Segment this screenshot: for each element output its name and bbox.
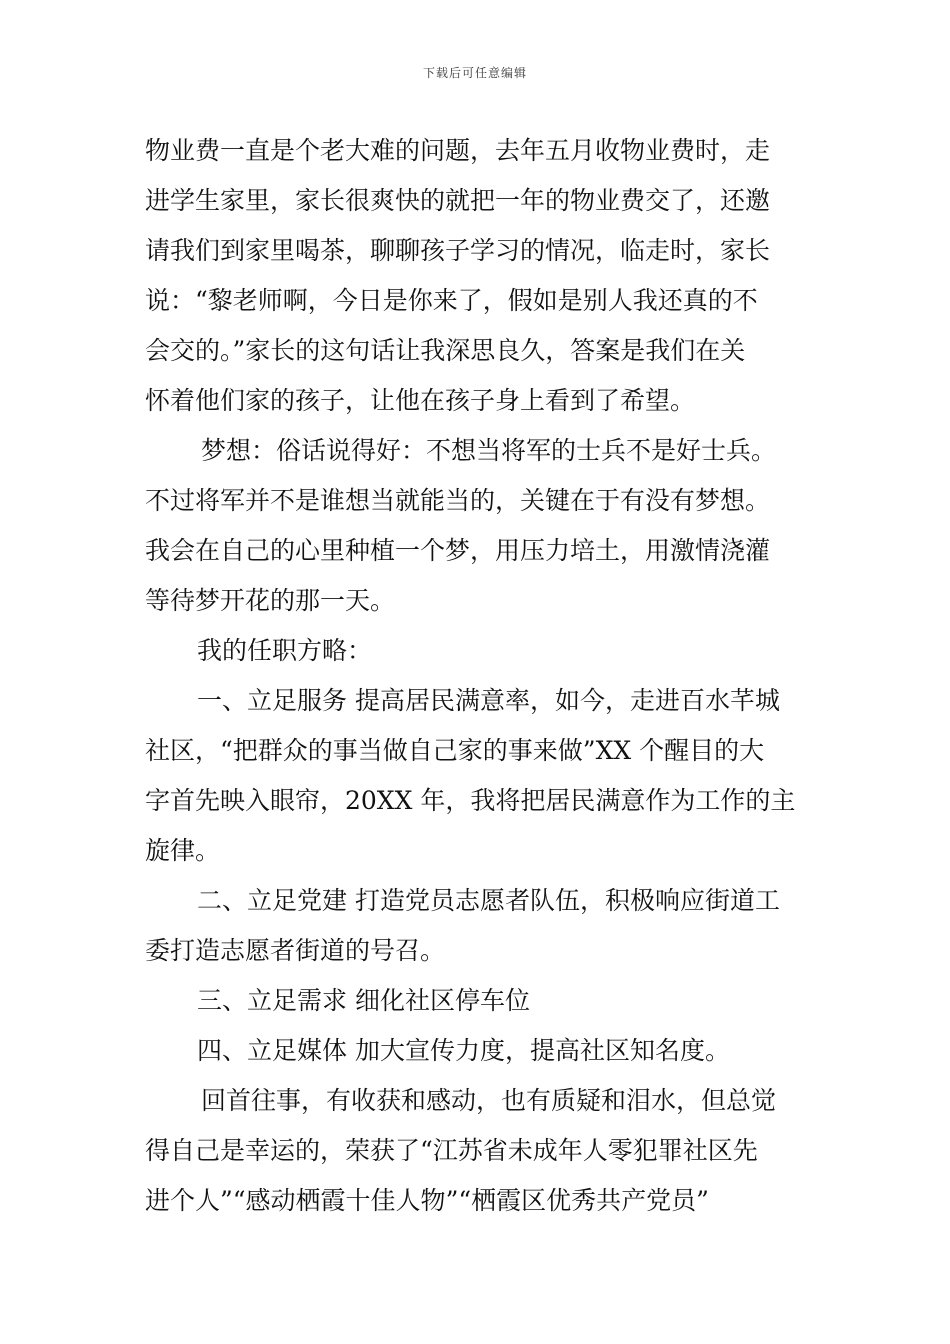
- document-body: [145, 126, 807, 1226]
- text-line: 会交的。”家长的这句话让我深思良久，答案是我们在关: [145, 336, 746, 365]
- text-line: 委打造志愿者街道的号召。: [145, 936, 446, 965]
- text-line: 社区，“把群众的事当做自己家的事来做”XX 个醒目的大: [145, 736, 765, 765]
- text-line: 我会在自己的心里种植一个梦，用压力培土，用激情浇灌: [145, 536, 771, 565]
- text-line: 四、立足媒体 加大宣传力度，提高社区知名度。: [197, 1036, 730, 1065]
- page-header: 下载后可任意编辑: [422, 66, 527, 80]
- text-line: 进个人”“感动栖霞十佳人物”“栖霞区优秀共产党员”: [145, 1186, 709, 1215]
- text-line: 得自己是幸运的，荣获了“江苏省未成年人零犯罪社区先: [145, 1136, 758, 1165]
- text-line: 三、立足需求 细化社区停车位: [197, 986, 530, 1015]
- text-line: 旋律。: [145, 836, 221, 865]
- text-line: 请我们到家里喝茶，聊聊孩子学习的情况，临走时，家长: [145, 236, 771, 265]
- text-line: 怀着他们家的孩子，让他在孩子身上看到了希望。: [145, 386, 696, 415]
- text-line: 不过将军并不是谁想当就能当的，关键在于有没有梦想。: [145, 486, 771, 515]
- text-line: 二、立足党建 打造党员志愿者队伍，积极响应街道工: [197, 886, 780, 915]
- text-line: 进学生家里，家长很爽快的就把一年的物业费交了，还邀: [145, 186, 771, 215]
- text-line: 我的任职方略：: [197, 636, 373, 665]
- text-line: 物业费一直是个老大难的问题，去年五月收物业费时，走: [145, 136, 771, 165]
- text-line: 等待梦开花的那一天。: [145, 586, 396, 615]
- text-line: 梦想：俗话说得好：不想当将军的士兵不是好士兵。: [201, 436, 777, 465]
- text-line: 一、立足服务 提高居民满意率，如今，走进百水芊城: [197, 686, 780, 715]
- text-line: 说：“黎老师啊，今日是你来了，假如是别人我还真的不: [145, 286, 758, 315]
- text-line: 字首先映入眼帘，20XX 年，我将把居民满意作为工作的主: [145, 786, 796, 815]
- text-line: 回首往事，有收获和感动，也有质疑和泪水，但总觉: [201, 1086, 777, 1115]
